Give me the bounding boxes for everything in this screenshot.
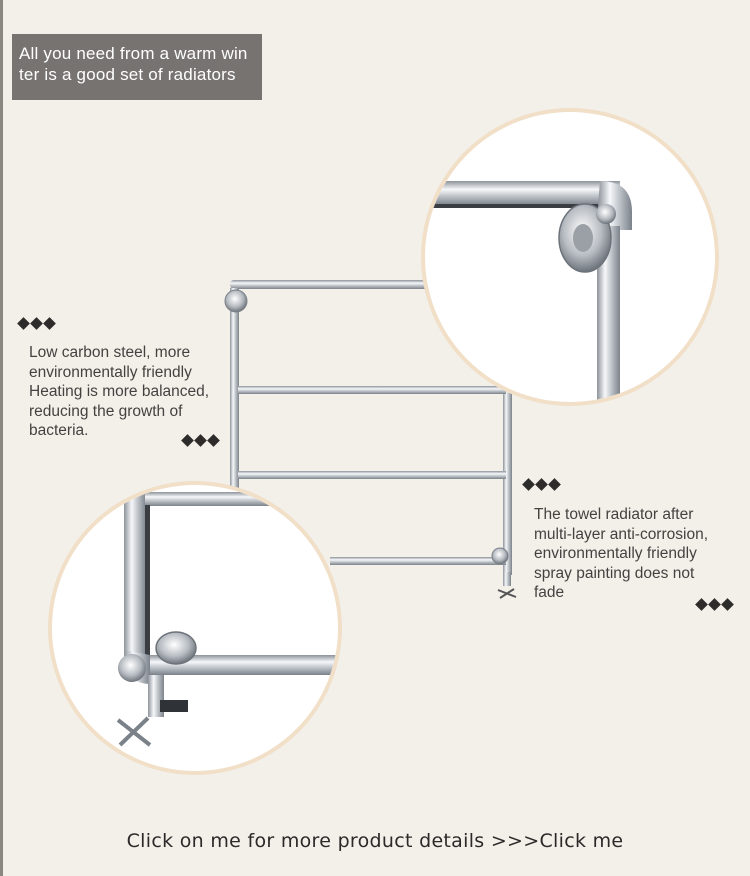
diamond-icon bbox=[535, 478, 548, 491]
radiator-top-rail bbox=[230, 280, 430, 289]
feature-left-line-5: bacteria. bbox=[29, 422, 89, 439]
diamond-icon bbox=[522, 478, 535, 491]
diamond-icon bbox=[708, 598, 721, 611]
radiator-bar-2 bbox=[238, 471, 506, 479]
feature-text-right bbox=[534, 505, 708, 603]
radiator-left-post bbox=[230, 288, 239, 498]
diamond-icon bbox=[43, 317, 56, 330]
headline-line-2: ter is a good set of radiators bbox=[19, 65, 236, 84]
radiator-valve bbox=[498, 572, 516, 598]
feature-right-line-1: The towel radiator after bbox=[534, 506, 694, 523]
diamond-bullets-right-bottom bbox=[696, 600, 733, 609]
radiator-right-post bbox=[503, 385, 512, 575]
radiator-top-bracket bbox=[225, 290, 247, 312]
feature-text-left bbox=[29, 343, 209, 441]
diamond-icon bbox=[194, 434, 207, 447]
feature-right-line-4: spray painting does not bbox=[534, 564, 695, 582]
diamond-bullets-right-top bbox=[523, 480, 560, 489]
diamond-icon bbox=[548, 478, 561, 491]
diamond-bullets-left-top bbox=[18, 319, 55, 328]
diamond-icon bbox=[17, 317, 30, 330]
feature-right-line-2: multi-layer anti-corrosion, bbox=[534, 525, 708, 543]
feature-right-line-5: fade bbox=[534, 584, 565, 601]
diamond-icon bbox=[181, 434, 194, 447]
headline-line-1: All you need from a warm win bbox=[19, 44, 248, 63]
feature-left-line-3: Heating is more balanced, bbox=[29, 383, 210, 400]
radiator-bottom-bracket bbox=[492, 548, 508, 564]
feature-right-line-3: environmentally friendly bbox=[534, 545, 697, 562]
diamond-icon bbox=[30, 317, 43, 330]
feature-left-line-4: reducing the growth of bbox=[29, 402, 183, 420]
diamond-icon bbox=[721, 598, 734, 611]
feature-left-line-1: Low carbon steel, more bbox=[29, 344, 191, 361]
product-details-link[interactable]: Click on me for more product details >>>Click me bbox=[126, 830, 624, 852]
feature-left-line-2: environmentally friendly bbox=[29, 363, 192, 381]
radiator-bar-1 bbox=[238, 386, 506, 394]
detail-circle-bottom bbox=[48, 481, 355, 775]
diamond-icon bbox=[207, 434, 220, 447]
radiator-bar-3 bbox=[330, 557, 506, 565]
detail-circle-top bbox=[420, 108, 719, 406]
diamond-icon bbox=[695, 598, 708, 611]
diamond-bullets-left-bottom bbox=[182, 436, 219, 445]
